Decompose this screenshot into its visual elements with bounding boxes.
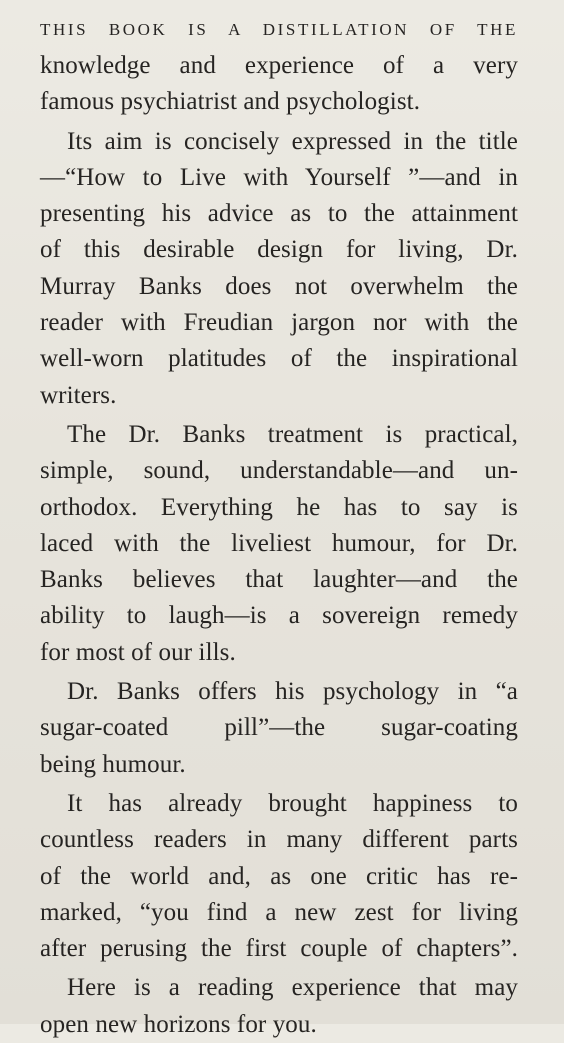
text-line: knowledge and experience of a very: [40, 52, 518, 79]
paragraph-aim: [40, 124, 518, 414]
paragraph-treatment: [40, 417, 518, 671]
text-line: presenting his advice as to the attainment: [40, 200, 518, 228]
text-line: of this desirable design for living, Dr.: [40, 236, 518, 264]
paragraph-readers: [40, 786, 518, 967]
text-line: laced with the liveliest humour, for Dr.: [40, 529, 518, 557]
text-line: orthodox. Everything he has to say is: [40, 493, 518, 521]
text-line: Its aim is concisely expressed in the title: [67, 127, 518, 155]
text-line: reader with Freudian jargon nor with the: [40, 309, 518, 337]
text-line: of the world and, as one critic has re-: [40, 862, 518, 890]
text-line: writers.: [40, 381, 117, 409]
text-line: Murray Banks does not overwhelm the: [40, 272, 518, 300]
text-line: It has already brought happiness to: [67, 789, 518, 817]
paragraph-sugar-coated-pill: [40, 674, 518, 783]
text-line: being humour.: [40, 750, 186, 778]
text-line: The Dr. Banks treatment is practical,: [67, 420, 518, 448]
text-line: ability to laugh—is a sovereign remedy: [40, 602, 518, 630]
paragraph-closing: [40, 970, 518, 1043]
paragraph-intro: [40, 12, 518, 121]
text-line: sugar-coated pill”—the sugar-coating: [40, 714, 518, 742]
text-line: famous psychiatrist and psychologist.: [40, 88, 421, 116]
text-line: countless readers in many different parts: [40, 826, 518, 854]
text-line: simple, sound, understandable—and un-: [40, 457, 518, 485]
text-line: Dr. Banks offers his psychology in “a: [67, 678, 518, 706]
text-line: Banks believes that laughter—and the: [40, 566, 518, 594]
text-line: well-worn platitudes of the inspirational: [40, 345, 518, 373]
text-line: for most of our ills.: [40, 638, 236, 666]
text-line: open new horizons for you.: [40, 1010, 317, 1038]
text-line: THIS BOOK IS A DISTILLATION OF THE: [40, 20, 518, 39]
text-line: Here is a reading experience that may: [67, 974, 518, 1002]
text-line: marked, “you find a new zest for living: [40, 898, 518, 926]
text-line: —“How to Live with Yourself ”—and in: [40, 163, 518, 191]
text-line: after perusing the first couple of chapters”.: [40, 935, 518, 963]
